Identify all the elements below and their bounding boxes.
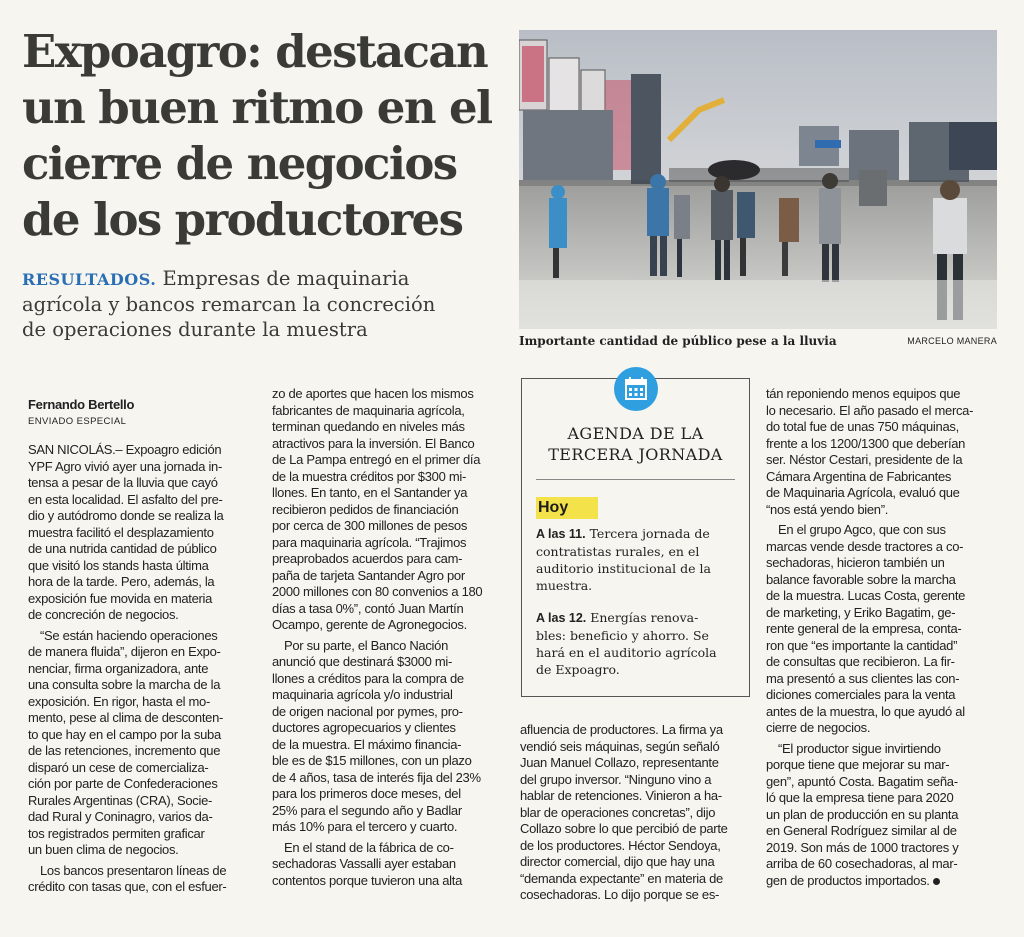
article-line: de las retenciones, incremento que xyxy=(28,743,221,758)
article-line: ma presentó a sus clientes las con- xyxy=(766,670,960,686)
column-body xyxy=(272,386,508,889)
article-line: Collazo sobre lo que percibió de parte xyxy=(520,821,728,836)
article-line: de la muestra. El máximo financia- xyxy=(272,736,462,752)
article-line: Por su parte, el Banco Nación xyxy=(284,637,449,653)
calendar-icon xyxy=(614,367,658,411)
article-line: maquinaria agrícola y/o industrial xyxy=(272,687,453,702)
article-line: recibieron pedidos de financiación xyxy=(272,501,459,517)
agenda-title-line: AGENDA DE LA xyxy=(567,424,704,443)
article-line: frente a los 1200/1300 que deberían xyxy=(766,435,966,451)
article-line: tán reponiendo menos equipos que xyxy=(766,386,961,401)
article-line: ser. Néstor Cestari, presidente de la xyxy=(766,452,963,467)
agenda-item-2: A las 12. Energías renova- bles: beneficio y ahorro. Se hará en el auditorio agrícola de Expoagro. xyxy=(536,610,717,677)
column-body xyxy=(766,386,1002,889)
article-column-2 xyxy=(272,386,508,889)
article-line: diciones comerciales para la venta xyxy=(766,687,956,702)
article-line: antes de la muestra, lo que ayudó al xyxy=(766,703,965,719)
article-line: un plan de producción en su planta xyxy=(766,806,959,822)
article-line: 2019. Son más de 1000 tractores y xyxy=(766,839,959,855)
expo-crowd-illustration xyxy=(519,30,997,329)
agenda-title xyxy=(522,423,749,465)
article-line: por cerca de 300 millones de pesos xyxy=(272,518,468,533)
article-line: blar de operaciones concretas”, dijo xyxy=(520,804,716,820)
article-line: de manera fluida”, dijeron en Expo- xyxy=(28,644,221,659)
headline-line: de los productores xyxy=(22,193,463,246)
article-line: lo necesario. El año pasado el merca- xyxy=(766,402,974,418)
article-line: paña de tarjeta Santander Agro por xyxy=(272,567,465,583)
article-line: SAN NICOLÁS.– Expoagro edición xyxy=(28,442,222,457)
article-line: arriba de 60 cosechadoras, al mar- xyxy=(766,856,958,871)
article-line: de la muestra. Lucas Costa, gerente xyxy=(766,588,966,603)
article-line: llones. En tanto, en el Santander ya xyxy=(272,485,468,500)
photo-caption-text: Importante cantidad de público pese a la lluvia xyxy=(519,334,837,348)
headline-line: un buen ritmo en el xyxy=(22,81,492,134)
article-line: ron que “es importante la cantidad” xyxy=(766,637,958,653)
article-line: tos registrados permiten graficar xyxy=(28,825,205,841)
article-line: ló que la empresa tiene para 2020 xyxy=(766,790,954,805)
headline-line: cierre de negocios xyxy=(22,137,457,190)
photo-credit: MARCELO MANERA xyxy=(907,336,997,346)
column-body xyxy=(520,722,756,904)
headline xyxy=(22,24,507,248)
article-line: hora de la tarde. Pero, además, la xyxy=(28,574,215,589)
article-line: zo de aportes que hacen los mismos xyxy=(272,386,474,401)
article-line: ductores agropecuarios y clientes xyxy=(272,720,456,735)
article-line: YPF Agro vivió ayer una jornada in- xyxy=(28,458,222,474)
article-line: “nos está yendo bien”. xyxy=(766,501,889,517)
column-body xyxy=(28,442,264,896)
article-line: “Se están haciendo operaciones xyxy=(40,627,218,643)
article-line: exposición. En rigor, hasta el mo- xyxy=(28,693,211,709)
article-line: sechadoras Vassalli ayer estaban xyxy=(272,856,456,871)
byline-role: ENVIADO ESPECIAL xyxy=(28,415,127,427)
article-line: de consultas que recibieron. La fir- xyxy=(766,654,955,669)
article-line: una consulta sobre la marcha de la xyxy=(28,677,221,692)
article-line: de marketing, y Eriko Bagatim, ge- xyxy=(766,604,956,620)
article-line: 2000 millones con 80 convenios a 180 xyxy=(272,584,483,599)
article-line: disparó un cese de comercializa- xyxy=(28,759,209,775)
agenda-time: A las 12. xyxy=(536,611,587,625)
agenda-box xyxy=(521,378,750,697)
article-line: de concreción de negocios. xyxy=(28,607,179,622)
article-column-4 xyxy=(766,386,1002,889)
article-line: en General Rodríguez similar al de xyxy=(766,823,957,838)
article-line: cosechadoras. Lo dijo porque se es- xyxy=(520,887,720,902)
article-line: atractivos para la inversión. El Banco xyxy=(272,435,475,451)
agenda-divider xyxy=(536,479,735,480)
article-line: llones a créditos para la compra de xyxy=(272,670,464,686)
article-line: mento, pese al clima de desconten- xyxy=(28,710,224,725)
article-line: crédito con tasas que, con el esfuer- xyxy=(28,879,227,894)
article-line: tensa a pesar de la lluvia que cayó xyxy=(28,475,218,490)
article-line: para los primeros doce meses, del xyxy=(272,786,461,801)
article-line: de 4 años, tasa de interés fija del 23% xyxy=(272,769,481,785)
article-line: días a tasa 0%”, contó Juan Martín xyxy=(272,600,464,616)
agenda-day-label: Hoy xyxy=(536,497,598,519)
agenda-item-1: A las 11. Tercera jornada de contratistas rurales, en el auditorio institucional de la muestra. xyxy=(536,526,711,593)
article-line: muestra facilitó el desplazamiento xyxy=(28,524,214,540)
deck-line: de operaciones durante la muestra xyxy=(22,318,368,341)
article-line: Ocampo, gerente de Agronegocios. xyxy=(272,617,467,632)
byline-name: Fernando Bertello xyxy=(28,397,135,412)
article-line: del grupo inversor. “Ninguno vino a xyxy=(520,771,712,787)
headline-line: Expoagro: destacan xyxy=(22,25,488,78)
article-line: “demanda expectante” en materia de xyxy=(520,870,723,886)
article-line: marcas vende desde tractores a co- xyxy=(766,538,964,554)
article-line: “El productor sigue invirtiendo xyxy=(778,740,941,756)
article-line: contentos porque tuvieron una alta xyxy=(272,872,462,888)
article-line: nenciar, firma organizadora, ante xyxy=(28,660,209,676)
article-line: gen de productos importados. xyxy=(766,873,1002,890)
deck-line: Empresas de maquinaria xyxy=(162,267,410,290)
article-line: más 10% para el tercero y cuarto. xyxy=(272,819,458,834)
article-line: rente general de la empresa, conta- xyxy=(766,621,962,636)
agenda-title-line: TERCERA JORNADA xyxy=(548,445,723,464)
article-line: 25% para el segundo año y Badlar xyxy=(272,802,462,818)
article-line: ción por parte de Confederaciones xyxy=(28,776,218,791)
section-kicker: RESULTADOS. xyxy=(22,270,157,289)
article-line: dad Rural y Coninagro, varios da- xyxy=(28,809,213,824)
news-photo xyxy=(519,30,997,329)
article-line: de una nutrida cantidad de público xyxy=(28,541,217,556)
article-line: un buen clima de negocios. xyxy=(28,842,179,857)
article-line: para maquinaria agrícola. “Trajimos xyxy=(272,534,467,550)
article-line: to que hay en el campo por la suba xyxy=(28,726,221,742)
article-line: En el grupo Agco, que con sus xyxy=(778,522,946,537)
article-line: do total fue de unas 750 máquinas, xyxy=(766,419,959,434)
article-line: anunció que destinará $3000 mi- xyxy=(272,654,453,669)
article-line: en esta localidad. El asfalto del pre- xyxy=(28,491,223,507)
article-line: hablar de retenciones. Vinieron a ha- xyxy=(520,788,722,803)
deck-subheadline xyxy=(22,266,502,342)
article-line: balance favorable sobre la marcha xyxy=(766,571,956,587)
article-line: preaprobados acuerdos para cam- xyxy=(272,551,463,566)
article-line: que visitó los stands hasta última xyxy=(28,557,209,573)
article-line: sechadoras, hicieron también un xyxy=(766,555,945,570)
article-line: exposición fue movida en materia xyxy=(28,590,213,606)
article-line: fabricantes de maquinaria agrícola, xyxy=(272,402,465,418)
article-column-1 xyxy=(28,397,264,896)
article-line: Juan Manuel Collazo, representante xyxy=(520,755,719,770)
article-line: de origen nacional por pymes, pro- xyxy=(272,703,463,719)
article-line: afluencia de productores. La firma ya xyxy=(520,722,723,737)
article-line: director comercial, dijo que hay una xyxy=(520,854,715,869)
end-mark-icon xyxy=(933,878,940,885)
article-line: En el stand de la fábrica de co- xyxy=(284,839,454,855)
article-line: gen”, apuntó Costa. Bagatim seña- xyxy=(766,773,958,789)
article-line: dio y autódromo donde se realiza la xyxy=(28,508,224,523)
article-line: cierre de negocios. xyxy=(766,720,871,735)
article-line: vendió seis máquinas, según señaló xyxy=(520,738,720,754)
article-column-3 xyxy=(520,722,756,904)
article-line: Los bancos presentaron líneas de xyxy=(40,862,227,878)
agenda-time: A las 11. xyxy=(536,527,586,541)
article-line: ble es de $15 millones, con un plazo xyxy=(272,753,472,768)
article-line: porque tiene que mejorar su mar- xyxy=(766,757,950,772)
article-line: de Maquinaria Agrícola, evaluó que xyxy=(766,485,960,500)
article-line: Rurales Argentinas (CRA), Socie- xyxy=(28,792,213,808)
article-line: terminan quedando en niveles más xyxy=(272,419,465,434)
article-line: Cámara Argentina de Fabricantes xyxy=(766,468,952,484)
article-line: de La Pampa entregó en el primer día xyxy=(272,452,481,467)
article-line: de los productores. Héctor Sendoya, xyxy=(520,837,721,853)
deck-line: agrícola y bancos remarcan la concreción xyxy=(22,293,436,316)
article-line: de la muestra créditos por $300 mi- xyxy=(272,468,466,484)
photo-caption xyxy=(519,334,997,348)
